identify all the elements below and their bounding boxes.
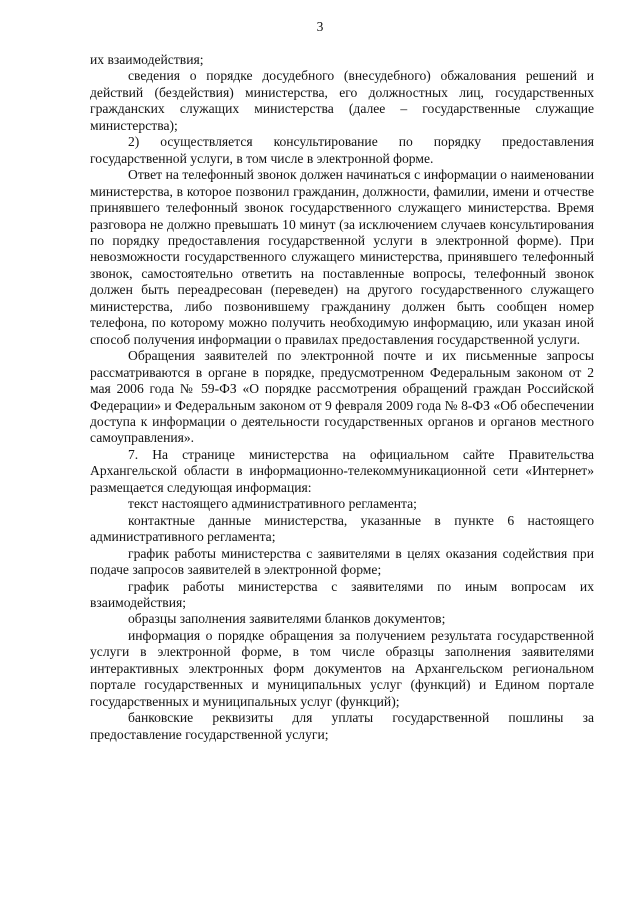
paragraph: текст настоящего административного регламента;	[128, 496, 417, 512]
paragraph: информация о порядке обращения за получением результата государственной услуги в электронной форме, в том числе образцы заполнения заявителями интерактивных электронных форм документов на Архангельском региональном портале государственных и муниципальных услуг (функций) и Едином портале государственных и муниципальных услуг (функций);	[90, 627, 594, 709]
paragraph: график работы министерства с заявителями в целях оказания содействия при подаче запросов заявителей в электронной форме;	[90, 545, 594, 578]
paragraph: образцы заполнения заявителями бланков документов;	[128, 611, 446, 627]
page-number: 3	[316, 19, 324, 34]
paragraph: их взаимодействия;	[90, 52, 204, 67]
document-body	[90, 52, 594, 743]
paragraph: контактные данные министерства, указанные в пункте 6 настоящего административного регламента;	[90, 512, 594, 545]
paragraph: сведения о порядке досудебного (внесудебного) обжалования решений и действий (бездействия) министерства, его должностных лиц, государственных гражданских служащих министерства (далее – государственные служащие министерства);	[90, 68, 594, 133]
paragraph: график работы министерства с заявителями по иным вопросам их взаимодействия;	[90, 578, 594, 610]
paragraph: Обращения заявителей по электронной почте и их письменные запросы рассматриваются в органе в порядке, предусмотренном Федеральным законом от 2 мая 2006 года № 59-ФЗ «О порядке рассмотрения обращений граждан Российской Федерации» и Федеральным законом от 9 февраля 2009 года № 8-ФЗ «Об обеспечении доступа к информации о деятельности государственных органов и органов местного самоуправления».	[90, 348, 594, 446]
paragraph: Ответ на телефонный звонок должен начинаться с информации о наименовании министерства, в которое позвонил гражданин, должности, фамилии, имени и отчестве принявшего телефонный звонок государственного служащего министерства. Время разговора не должно превышать 10 минут (за исключением случаев консультирования по порядку предоставления государственной услуги в электронной форме). При невозможности государственного служащего министерства, принявшего телефонный звонок, самостоятельно ответить на поставленные вопросы, телефонный звонок должен быть переадресован (переведен) на другого государственного служащего министерства, либо позвонившему гражданину должен быть сообщен номер телефона, по которому можно получить необходимую информацию, или указан иной способ получения информации о правилах предоставления государственной услуги.	[90, 167, 594, 347]
paragraph: 2) осуществляется консультирование по порядку предоставления государственной услуги, в том числе в электронной форме.	[90, 134, 594, 166]
paragraph: 7. На странице министерства на официальном сайте Правительства Архангельской области в информационно-телекоммуникационной сети «Интернет» размещается следующая информация:	[90, 446, 594, 495]
paragraph: банковские реквизиты для уплаты государственной пошлины за предоставление государственной услуги;	[90, 710, 594, 742]
